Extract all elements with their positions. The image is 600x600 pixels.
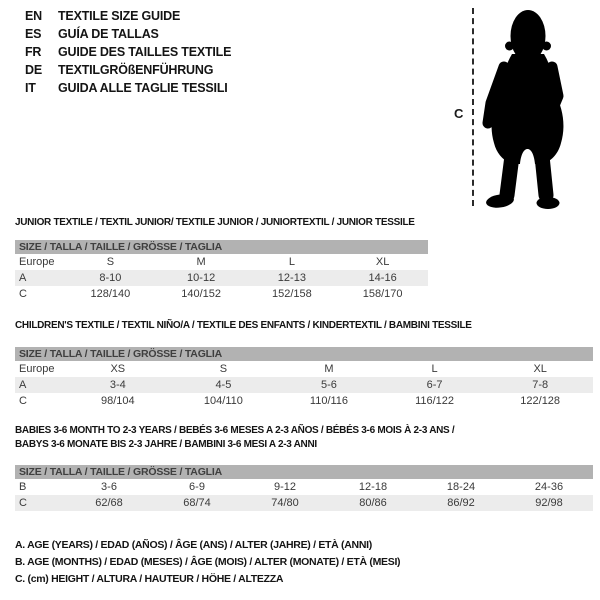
table-cell: 7-8: [532, 379, 549, 391]
table-cell: 128/140: [90, 288, 131, 300]
language-row: [25, 61, 231, 79]
table-row: [15, 286, 428, 302]
language-label: TEXTILGRÖßENFÜHRUNG: [58, 63, 214, 77]
table-cell: 4-5: [215, 379, 232, 391]
table-cell: S: [106, 256, 115, 268]
childrens-textile-title: [15, 319, 472, 333]
table-size-header: SIZE / TALLA / TAILLE / GRÖSSE / TAGLIA: [15, 465, 593, 479]
language-code: ES: [25, 27, 42, 41]
row-label: B: [19, 481, 27, 493]
table-cell: 68/74: [183, 497, 211, 509]
table-cell: 122/128: [520, 395, 561, 407]
table-row: [15, 393, 593, 409]
table-cell: 80/86: [359, 497, 387, 509]
table-cell: 8-10: [99, 272, 122, 284]
table-cell: M: [324, 363, 334, 375]
table-cell: 3-4: [109, 379, 126, 391]
baby-silhouette-icon: [478, 4, 576, 210]
language-code: EN: [25, 9, 42, 23]
footnote-line: B. AGE (MONTHS) / EDAD (MESES) / ÂGE (MOIS) / ALTER (MONATE) / ETÀ (MESI): [15, 556, 401, 568]
table-row: [15, 479, 593, 495]
language-code: FR: [25, 45, 42, 59]
table-row: [15, 270, 428, 286]
table-cell: 10-12: [187, 272, 216, 284]
table-cell: 152/158: [271, 288, 312, 300]
table-cell: L: [288, 256, 295, 268]
table-cell: 110/116: [309, 395, 349, 407]
babies-textile-table: [15, 465, 593, 511]
table-cell: XL: [375, 256, 390, 268]
row-label: Europe: [19, 363, 55, 375]
table-cell: 12-13: [277, 272, 306, 284]
language-row: [25, 7, 231, 25]
footnote-line: C. (cm) HEIGHT / ALTURA / HAUTEUR / HÖHE / ALTEZZA: [15, 573, 284, 585]
table-cell: 6-7: [426, 379, 443, 391]
table-cell: 74/80: [271, 497, 299, 509]
language-label: TEXTILE SIZE GUIDE: [58, 9, 181, 23]
baby-figure: [440, 0, 600, 215]
table-cell: 3-6: [101, 481, 117, 493]
babies-textile-title: [15, 424, 454, 452]
table-cell: 24-36: [534, 481, 564, 493]
table-row: [15, 495, 593, 511]
table-title-line: BABIES 3-6 MONTH TO 2-3 YEARS / BEBÉS 3-6 MESES A 2-3 AÑOS / BÉBÉS 3-6 MOIS À 2-3 ANS /: [15, 425, 455, 436]
table-cell: 5-6: [321, 379, 337, 391]
language-row: [25, 79, 231, 97]
language-label: GUIDA ALLE TAGLIE TESSILI: [58, 81, 228, 95]
table-cell: S: [219, 363, 228, 375]
language-code: IT: [25, 81, 36, 95]
row-label: A: [19, 379, 27, 391]
table-cell: 98/104: [100, 395, 135, 407]
table-cell: 86/92: [447, 497, 475, 509]
table-cell: L: [431, 363, 438, 375]
table-cell: 18-24: [446, 481, 476, 493]
table-size-header: SIZE / TALLA / TAILLE / GRÖSSE / TAGLIA: [15, 347, 593, 361]
table-cell: XL: [533, 363, 547, 375]
table-row: [15, 377, 593, 393]
row-label: A: [19, 272, 27, 284]
table-cell: 9-12: [273, 481, 297, 493]
junior-textile-table: [15, 240, 428, 302]
table-cell: 140/152: [181, 288, 221, 300]
table-title-line: JUNIOR TEXTILE / TEXTIL JUNIOR/ TEXTILE JUNIOR / JUNIORTEXTIL / JUNIOR TESSILE: [15, 217, 415, 228]
table-cell: M: [196, 256, 206, 268]
childrens-textile-table: [15, 347, 593, 409]
table-cell: 116/122: [415, 395, 455, 407]
height-measure-label: C: [454, 106, 464, 121]
footnotes: [15, 537, 400, 588]
row-label: C: [19, 395, 27, 407]
language-code: DE: [25, 63, 42, 77]
table-cell: 6-9: [189, 481, 205, 493]
table-cell: 12-18: [358, 481, 388, 493]
language-row: [25, 25, 231, 43]
language-row: [25, 43, 231, 61]
table-cell: 92/98: [535, 497, 563, 509]
row-label: C: [19, 497, 27, 509]
table-title-line: BABYS 3-6 MONATE BIS 2-3 JAHRE / BAMBINI 3-6 MESI A 2-3 ANNI: [15, 439, 317, 450]
language-label: GUIDE DES TAILLES TEXTILE: [58, 45, 232, 59]
table-title-line: CHILDREN'S TEXTILE / TEXTIL NIÑO/A / TEXTILE DES ENFANTS / KINDERTEXTIL / BAMBINI TESSILE: [15, 320, 472, 331]
row-label: Europe: [19, 256, 55, 268]
row-label: C: [19, 288, 27, 300]
footnote-line: A. AGE (YEARS) / EDAD (AÑOS) / ÂGE (ANS) / ALTER (JAHRE) / ETÀ (ANNI): [15, 539, 372, 551]
table-cell: XS: [110, 363, 126, 375]
table-cell: 158/170: [362, 288, 403, 300]
table-cell: 104/110: [203, 395, 243, 407]
language-list: [25, 7, 231, 97]
height-measure-line: [472, 8, 474, 206]
language-label: GUÍA DE TALLAS: [58, 27, 159, 41]
table-row: [15, 254, 428, 270]
table-cell: 62/68: [95, 497, 123, 509]
table-cell: 14-16: [368, 272, 397, 284]
table-row: [15, 361, 593, 377]
table-size-header: SIZE / TALLA / TAILLE / GRÖSSE / TAGLIA: [15, 240, 428, 254]
junior-textile-title: [15, 216, 415, 230]
